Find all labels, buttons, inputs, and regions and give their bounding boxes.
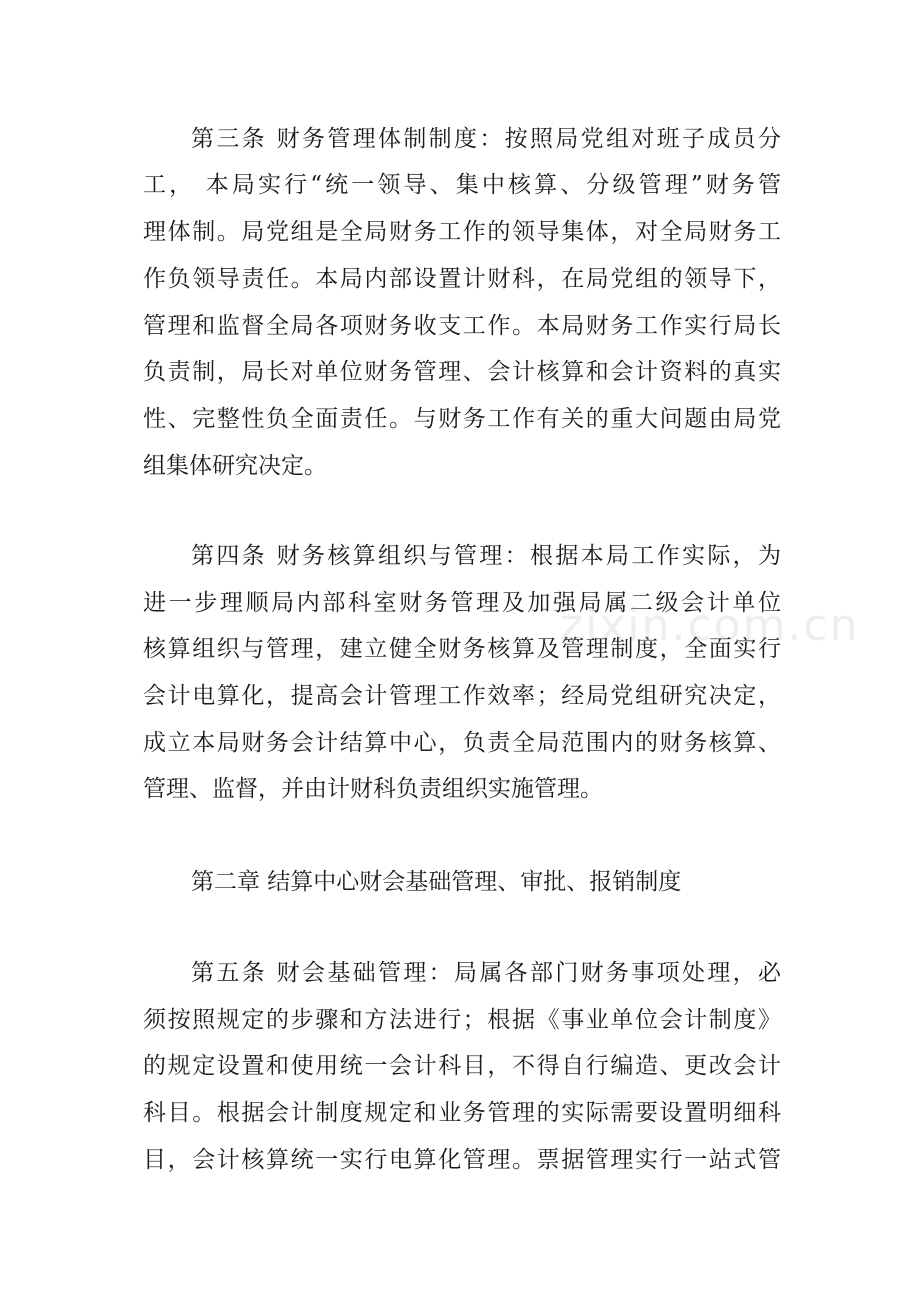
article-4-line-3: 核算组织与管理，建立健全财务核算及管理制度，全面实行 <box>143 636 781 662</box>
article-3-line-2: 工， 本局实行“统一领导、集中核算、分级管理”财务管 <box>143 172 781 198</box>
watermark: zixin.com.cn <box>560 600 860 651</box>
article-3-line-4: 作负领导责任。本局内部设置计财科，在局党组的领导下， <box>143 266 781 292</box>
article-4-line-5: 成立本局财务会计结算中心，负责全局范围内的财务核算、 <box>143 730 781 756</box>
article-4-line-2: 进一步理顺局内部科室财务管理及加强局属二级会计单位 <box>143 590 781 616</box>
article-5-line-2: 须按照规定的步骤和方法进行；根据《事业单位会计制度》 <box>143 1007 781 1033</box>
article-3-line-8: 组集体研究决定。 <box>143 453 327 479</box>
article-4-line-6: 管理、监督，并由计财科负责组织实施管理。 <box>143 776 603 802</box>
article-3-line-7: 性、完整性负全面责任。与财务工作有关的重大问题由局党 <box>143 406 781 432</box>
article-3-line-6: 负责制，局长对单位财务管理、会计核算和会计资料的真实 <box>143 359 781 385</box>
article-3-line-1: 第三条 财务管理体制制度：按照局党组对班子成员分 <box>191 126 781 152</box>
chapter-2-heading: 第二章 结算中心财会基础管理、审批、报销制度 <box>191 869 682 895</box>
article-4-line-1: 第四条 财务核算组织与管理：根据本局工作实际，为 <box>191 543 781 569</box>
article-5-line-1: 第五条 财会基础管理：局属各部门财务事项处理，必 <box>191 960 781 986</box>
article-5-line-4: 科目。根据会计制度规定和业务管理的实际需要设置明细科 <box>143 1100 781 1126</box>
article-4-line-4: 会计电算化，提高会计管理工作效率；经局党组研究决定， <box>143 683 781 709</box>
article-5-line-5: 目，会计核算统一实行电算化管理。票据管理实行一站式管 <box>143 1147 781 1173</box>
article-3-line-5: 管理和监督全局各项财务收支工作。本局财务工作实行局长 <box>143 313 781 339</box>
article-5-line-3: 的规定设置和使用统一会计科目，不得自行编造、更改会计 <box>143 1053 781 1079</box>
article-3-line-3: 理体制。局党组是全局财务工作的领导集体，对全局财务工 <box>143 219 781 245</box>
